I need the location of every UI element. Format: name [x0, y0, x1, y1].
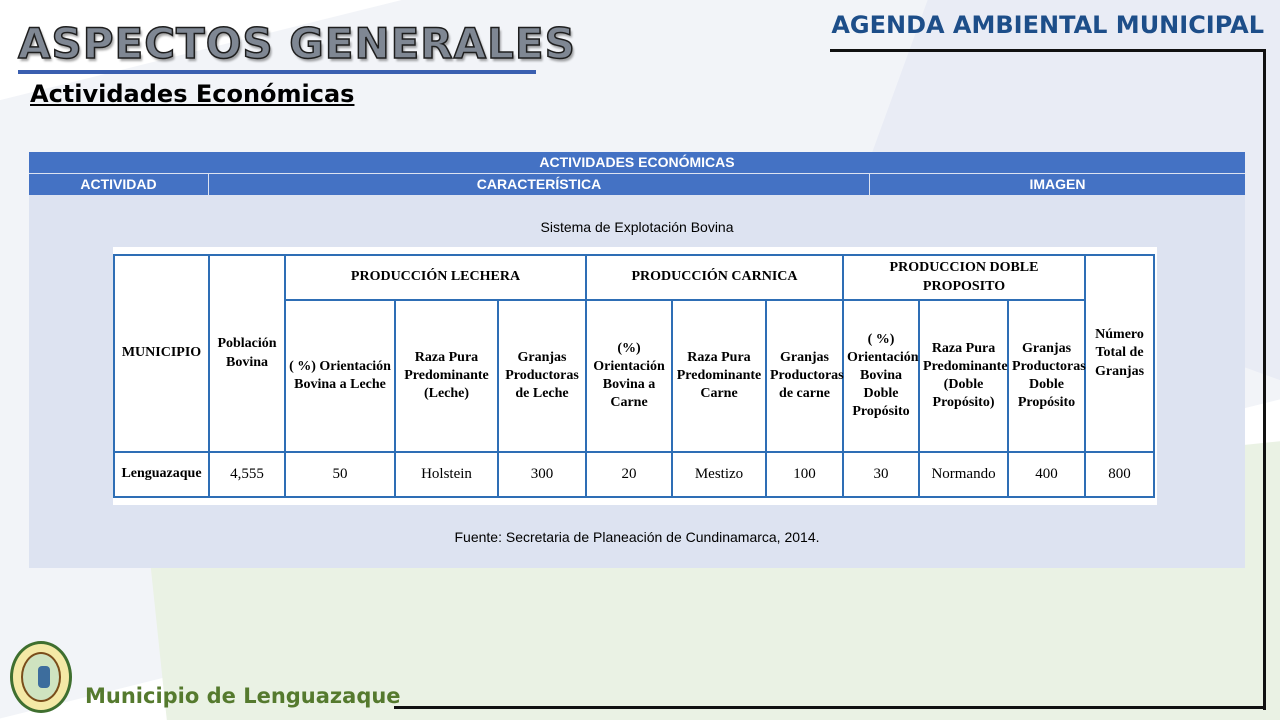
table-cell: Mestizo: [672, 452, 766, 497]
title-underline: [18, 70, 536, 74]
table-cell: 50: [285, 452, 395, 497]
table-cell: 400: [1008, 452, 1085, 497]
subheader-cell: Granjas Productoras de carne: [766, 300, 843, 452]
frame-line-bottom: [394, 706, 1266, 709]
subheader-cell: Raza Pura Predominante Carne: [672, 300, 766, 452]
subheader-cell: ( %) Orientación Bovina a Leche: [285, 300, 395, 452]
header-group-doble: PRODUCCION DOBLE PROPOSITO: [843, 255, 1085, 300]
frame-line-right: [1263, 49, 1266, 710]
column-header-caracteristica: CARACTERÍSTICA: [209, 174, 869, 195]
header-poblacion: Población Bovina: [209, 255, 285, 452]
seal-figure: [38, 666, 50, 688]
table-cell: 30: [843, 452, 919, 497]
footer-municipality-name: Municipio de Lenguazaque: [85, 684, 401, 708]
column-header-actividad: ACTIVIDAD: [29, 174, 208, 195]
bovine-table: [113, 254, 1155, 498]
agenda-label: AGENDA AMBIENTAL MUNICIPAL: [831, 11, 1264, 39]
panel-header: ACTIVIDADES ECONÓMICAS: [29, 152, 1245, 173]
table-cell: Holstein: [395, 452, 498, 497]
cell-municipio: Lenguazaque: [114, 452, 209, 497]
subheader-cell: Granjas Productoras de Leche: [498, 300, 586, 452]
subheader-cell: (%) Orientación Bovina a Carne: [586, 300, 672, 452]
column-header-imagen: IMAGEN: [870, 174, 1245, 195]
header-total-granjas: Número Total de Granjas: [1085, 255, 1154, 452]
subheader-cell: ( %) Orientación Bovina Doble Propósito: [843, 300, 919, 452]
header-group-carnica: PRODUCCIÓN CARNICA: [586, 255, 843, 300]
header-municipio: MUNICIPIO: [114, 255, 209, 452]
cell-total: 800: [1085, 452, 1154, 497]
seal-inner: [21, 652, 61, 702]
table-row: [114, 452, 1154, 497]
subheader-cell: Granjas Productoras Doble Propósito: [1008, 300, 1085, 452]
table-caption: Sistema de Explotación Bovina: [540, 219, 734, 235]
frame-line-top: [830, 49, 1266, 52]
table-cell: Normando: [919, 452, 1008, 497]
table-cell: 20: [586, 452, 672, 497]
cell-poblacion: 4,555: [209, 452, 285, 497]
table-cell: 100: [766, 452, 843, 497]
municipality-seal-icon: [10, 641, 72, 713]
source-note: Fuente: Secretaria de Planeación de Cundinamarca, 2014.: [454, 529, 820, 545]
section-title: Actividades Económicas: [30, 80, 355, 108]
slide-title: ASPECTOS GENERALES: [18, 19, 576, 68]
bovine-table-image: [113, 247, 1157, 505]
subheader-cell: Raza Pura Predominante (Leche): [395, 300, 498, 452]
subheader-cell: Raza Pura Predominante (Doble Propósito): [919, 300, 1008, 452]
header-group-lechera: PRODUCCIÓN LECHERA: [285, 255, 586, 300]
table-cell: 300: [498, 452, 586, 497]
